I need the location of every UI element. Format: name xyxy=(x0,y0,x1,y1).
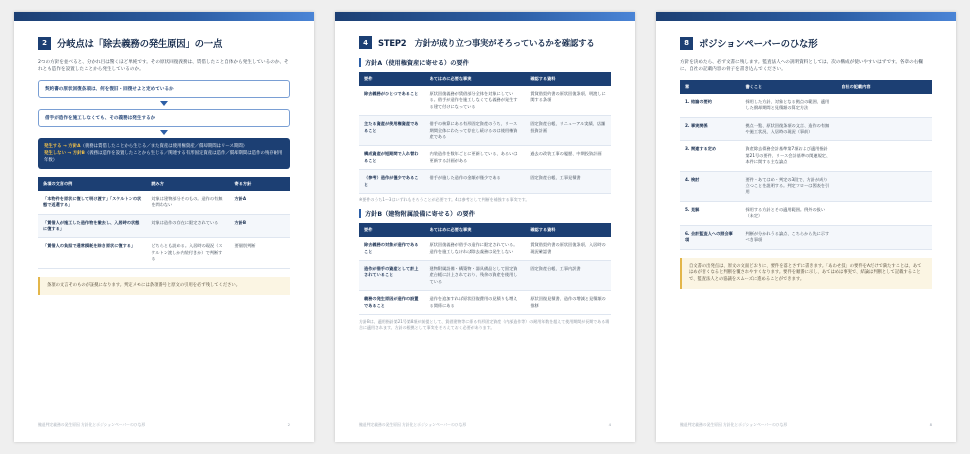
table-cell: 資産除去債務会計基準第7項および適用指針第21号の要件、リース会計基準の関連規定、本件に関する主な論点 xyxy=(740,141,836,171)
table-cell: 除去義務がひとつであること xyxy=(359,86,425,116)
footer-title: 撤退判定義務の発生原因 方針化とポジションペーパーのひな形 xyxy=(359,422,467,427)
table-cell-blank[interactable] xyxy=(836,201,932,225)
table-cell: 「本物件を原状に復して明け渡す」「スケルトンの状態で返還する」 xyxy=(38,191,146,214)
requirements-table-b xyxy=(359,223,611,315)
subheading-policy-a: 方針A（使用権資産に寄せる）の要件 xyxy=(359,58,611,67)
table-cell-blank[interactable] xyxy=(836,94,932,117)
table-header: 読み方 xyxy=(146,177,229,191)
table-cell: 主たる資産が使用権資産であること xyxy=(359,116,425,146)
table-cell: 「賃借人の負担で通常損耗を除き原状に復する」 xyxy=(38,238,146,268)
page-header-bar xyxy=(335,12,635,21)
table-row xyxy=(680,117,932,141)
table-row xyxy=(680,94,932,117)
result-a-text: （義務は賃借したことから生じる／また資産は使用権資産／償却期間はリース期間） xyxy=(80,143,248,149)
table-row xyxy=(359,291,611,315)
table-cell: 賃貸借契約書の原状回復条項、明渡しに関する条項 xyxy=(525,86,611,116)
table-cell: 原状回復義務が賃借部分全体を対象にしている。借手が造作を施工しなくても義務が発生する建て付けになっている xyxy=(425,86,526,116)
table-cell: 固定資産台帳、リニューアル実績、店舗投資計画 xyxy=(525,116,611,146)
table-cell: 2. 事実関係 xyxy=(680,117,740,141)
table-row xyxy=(680,171,932,201)
page-number: 4 xyxy=(608,422,611,427)
section-title: 分岐点は「除去義務の発生原因」の一点 xyxy=(57,39,223,50)
down-arrow-icon xyxy=(160,130,168,135)
table-cell: 1. 結論の要約 xyxy=(680,94,740,117)
table-header: あてはめに必要な事実 xyxy=(425,223,526,237)
page-footer xyxy=(680,422,932,428)
table-cell-blank[interactable] xyxy=(836,117,932,141)
table-header: 自社の記載内容 xyxy=(836,80,932,94)
table-cell: 義務の発生原因が造作の設置であること xyxy=(359,291,425,315)
table-footnote: ※要件のうち1～3はいずれもそろうことが必要です。4は参考として判断を補強する事実です。 xyxy=(359,197,530,203)
table-cell: 原状回復義務が借手の造作に限定されている。造作を施工しなければ除去義務は発生しない xyxy=(425,237,526,260)
table-cell: 6. 会計監査人への照会事項 xyxy=(680,225,740,249)
table-row xyxy=(359,237,611,260)
table-cell: 除去義務の対象が造作であること xyxy=(359,237,425,260)
table-cell: 対象は建物部分そのもの。造作の有無を問わない xyxy=(146,191,229,214)
table-cell: 造作を追加すれば原状回復費用の見積りも増える関係にある xyxy=(425,291,526,315)
intro-paragraph: 2つの方針を並べると、分かれ目は驚くほど単純です。その原状回復義務は、賃借したこと自体から発生しているのか、それとも造作を設置したことから発生しているのか。 xyxy=(38,60,289,73)
table-cell: 借手が施した造作の金額が僅少である xyxy=(425,170,526,194)
table-cell: 建物附属設備・構築物・器具備品として固定資産台帳に計上されており、残余の資産を使用している xyxy=(425,261,526,291)
table-cell: どちらとも読める。入居時の現況（スケルトン渡しか内装付きか）で判断する xyxy=(146,238,229,268)
table-cell: 対象は造作の存在に限定されている xyxy=(146,214,229,238)
table-cell: 拠点一覧、原状回復条項の文言、造作の有無や施工状況、入居時の現況（事前） xyxy=(740,117,836,141)
page-4 xyxy=(335,12,635,442)
table-cell: 要個別判断 xyxy=(230,238,290,268)
intro-paragraph: 方針を決めたら、必ず文書に残します。監査法人への説明資料としては、次の構成が使いやすいはずです。各章の右欄に、自社の記載内容の骨子を書き込んでください。 xyxy=(680,60,923,73)
page-8 xyxy=(656,12,956,442)
table-header: 章 xyxy=(680,80,740,94)
table-cell: 方針B xyxy=(230,214,290,238)
table-cell: 5. 見解 xyxy=(680,201,740,225)
table-cell: 採用する方針とその適用範囲。例外の扱い（未定） xyxy=(740,201,836,225)
down-arrow-icon xyxy=(160,101,168,106)
clause-table xyxy=(38,177,290,269)
table-header: 確認する資料 xyxy=(525,223,611,237)
table-cell: 4. 検討 xyxy=(680,171,740,201)
table-row xyxy=(38,238,290,268)
bottom-footnote: 方針Bは、適用指針第21号第8項が前提として、賃借建物等に係る有形固定資産（内部造作等）の耐用年数を超えて使用期間が長期である場合に適用されます。方針の根拠として事実をそろえておく必要があります。 xyxy=(359,319,610,331)
table-header: 書くこと xyxy=(740,80,836,94)
table-cell: 固定資産台帳、工事内訳書 xyxy=(525,261,611,291)
table-header: 要件 xyxy=(359,72,425,86)
table-cell: 「賃借人が施工した造作物を撤去し、入居時の状態に復する」 xyxy=(38,214,146,238)
table-header: 確認する資料 xyxy=(525,72,611,86)
table-cell: 賃貸借契約書の原状回復条項、入居時の現況確認書 xyxy=(525,237,611,260)
table-header: あてはめに必要な事実 xyxy=(425,72,526,86)
table-header: 要件 xyxy=(359,223,425,237)
section-number-badge: 4 xyxy=(359,36,372,49)
page-footer xyxy=(38,422,290,428)
page-2 xyxy=(14,12,314,442)
table-header: 寄る方針 xyxy=(230,177,290,191)
table-row xyxy=(359,86,611,116)
table-cell: 採用した方針、対象となる拠点の範囲、適用した償却期間と見積額の算定方法 xyxy=(740,94,836,117)
footer-title: 撤退判定義務の発生原因 方針化とポジションペーパーのひな形 xyxy=(680,422,788,427)
page-number: 8 xyxy=(929,422,932,427)
footer-title: 撤退判定義務の発生原因 方針化とポジションペーパーのひな形 xyxy=(38,422,146,427)
page-header-bar xyxy=(14,12,314,21)
callout-note: 条項の文言そのものが証拠になります。判定メモには条項番号と原文の引用を必ず残してください。 xyxy=(38,277,290,296)
section-number-badge: 8 xyxy=(680,37,693,50)
table-row xyxy=(359,116,611,146)
table-cell: 構成資産が短期間で入れ替わること xyxy=(359,146,425,170)
table-header: 条項の文言の例 xyxy=(38,177,146,191)
requirements-table-a xyxy=(359,72,611,194)
section-title: ポジションペーパーのひな形 xyxy=(699,39,818,50)
table-cell: 原状回復見積書、造作の増減と見積額の推移 xyxy=(525,291,611,315)
flow-step-1: 契約書の原状回復条項は、何を復旧・回復せよと定めているか xyxy=(38,80,290,98)
table-row xyxy=(38,214,290,238)
page-header-bar xyxy=(656,12,956,21)
template-table xyxy=(680,80,932,250)
table-row xyxy=(680,225,932,249)
subheading-policy-b: 方針B（建物附属設備に寄せる）の要件 xyxy=(359,209,611,218)
table-cell: 借手の核算にある有形固定資産のうち、リース期間全体にわたって存在し続けるのは使用権資産である xyxy=(425,116,526,146)
table-row xyxy=(359,146,611,170)
page-footer xyxy=(359,422,611,428)
table-cell: 方針A xyxy=(230,191,290,214)
flow-step-2: 借手が造作を施工しなくても、その義務は発生するか xyxy=(38,109,290,127)
table-row xyxy=(359,261,611,291)
table-cell: 造作が借手の資産として計上されていること xyxy=(359,261,425,291)
table-cell: 内装造作を数年ごとに更新している、あるいは更新する計画がある xyxy=(425,146,526,170)
result-b-text: （義務は造作を設置したことから生じる／関連する有形固定資産は造作／償却期間は造作の残存耐用年数） xyxy=(44,150,283,163)
section-number-badge: 2 xyxy=(38,37,51,50)
table-cell-blank[interactable] xyxy=(836,225,932,249)
table-cell: 過去の改装工事の履歴、中期投資計画 xyxy=(525,146,611,170)
table-row xyxy=(680,141,932,171)
section-title: STEP2 方針が成り立つ事実がそろっているかを確認する xyxy=(378,37,595,48)
table-row xyxy=(680,201,932,225)
table-cell: 判断が分かれうる論点、こちらから先に示すべき事項 xyxy=(740,225,836,249)
flow-result-box xyxy=(38,138,290,169)
table-cell: （参考）造作が僅少であること xyxy=(359,170,425,194)
callout-note: 自文書の出発点は、原文の文面どおりに、要件を落とさずに書きます。「あわせ技」の要件をAだけで満たすことは、あてはめが甘くなると判断を覆されやすくなります。要件を順番に示し、あてはめは事実で、結論は判断として記載することで、監査法人との協議をスムーズに進めることができます。 xyxy=(680,258,932,290)
page-number: 2 xyxy=(287,422,290,427)
result-b-label: 発生しない → 方針B xyxy=(44,150,85,156)
table-cell: 3. 関連する定め xyxy=(680,141,740,171)
table-row xyxy=(38,191,290,214)
table-row xyxy=(359,170,611,194)
table-cell: 要件・あてはめ・判定の3段で、方針が成り立つことを説明する。判定フローは図表を引用 xyxy=(740,171,836,201)
table-cell: 固定資産台帳、工事見積書 xyxy=(525,170,611,194)
result-a-label: 発生する → 方針A xyxy=(44,143,81,149)
table-cell-blank[interactable] xyxy=(836,171,932,201)
table-cell-blank[interactable] xyxy=(836,141,932,171)
